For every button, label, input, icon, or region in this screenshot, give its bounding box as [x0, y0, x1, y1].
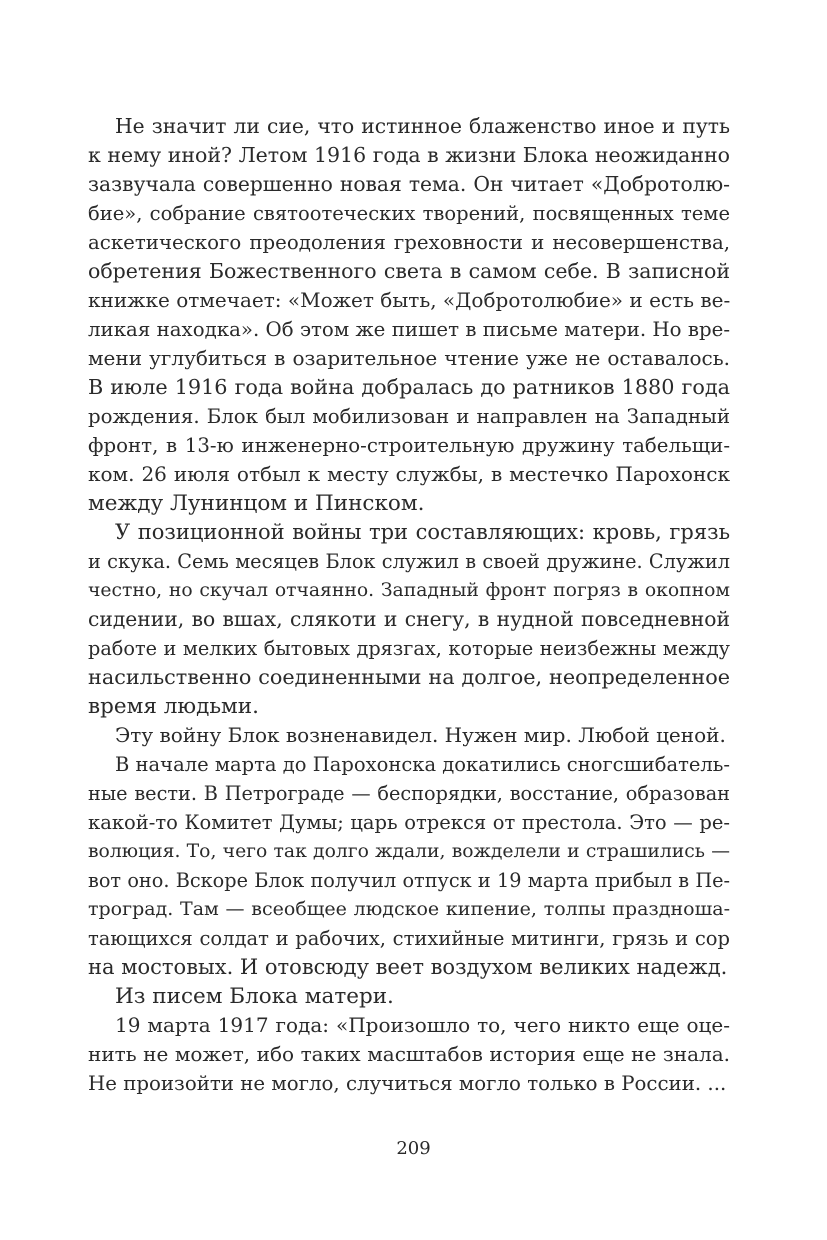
text-line: книжке отмечает: «Может быть, «Добротолюбие» и есть ве-: [88, 288, 731, 312]
text-line: ком. 26 июля отбыл к месту службы, в местечко Парохонск: [88, 462, 730, 486]
paragraph: [88, 750, 730, 982]
text-line: ные вести. В Петрограде — беспорядки, восстание, образован: [88, 782, 730, 805]
paragraph: [88, 112, 730, 518]
text-line: Не значит ли сие, что истинное блаженство иное и путь: [115, 114, 730, 138]
text-line: обретения Божественного света в самом себе. В записной: [88, 259, 730, 283]
text-line: Не произойти не могло, случиться могло только в России. ...: [88, 1072, 727, 1095]
text-line: Эту войну Блок возненавидел. Нужен мир. Любой ценой.: [115, 723, 726, 747]
paragraph: [88, 982, 730, 1011]
text-line: мени углубиться в озарительное чтение уже не оставалось.: [88, 346, 730, 370]
text-line: рождения. Блок был мобилизован и направлен на Западный: [88, 405, 730, 428]
text-line: троград. Там — всеобщее людское кипение, толпы праздноша-: [88, 898, 730, 920]
text-line: честно, но скучал отчаянно. Западный фронт погряз в окопном: [88, 580, 730, 601]
text-line: время людьми.: [88, 694, 259, 719]
text-line: бие», собрание святоотеческих творений, посвященных теме: [88, 202, 730, 225]
text-line: сидении, во вшах, слякоти и снегу, в нудной повседневной: [88, 607, 730, 631]
text-line: 19 марта 1917 года: «Произошло то, чего никто еще оце-: [115, 1013, 730, 1037]
text-line: насильственно соединенными на долгое, неопределенное: [88, 665, 730, 689]
paragraph: [88, 1011, 730, 1098]
text-line: тающихся солдат и рабочих, стихийные митинги, грязь и сор: [88, 927, 730, 950]
text-line: Из писем Блока матери.: [115, 984, 394, 1009]
text-line: аскетического преодоления греховности и несовершенства,: [88, 231, 730, 254]
text-line: У позиционной войны три составляющих: кровь, грязь: [115, 520, 730, 544]
text-line: работе и мелких бытовых дрязгах, которые неизбежны между: [88, 637, 730, 660]
page-number: 209: [396, 1138, 431, 1159]
text-line: нить не может, ибо таких масштабов история еще не знала.: [88, 1042, 730, 1066]
body-text: [88, 112, 730, 1098]
text-line: зазвучала совершенно новая тема. Он читает «Добротолю-: [88, 172, 730, 196]
text-line: и скука. Семь месяцев Блок служил в своей дружине. Служил: [88, 550, 730, 573]
text-line: фронт, в 13-ю инженерно-строительную дружину табельщи-: [88, 434, 730, 457]
text-line: В июле 1916 года война добралась до ратников 1880 года: [88, 375, 730, 399]
text-line: на мостовых. И отовсюду веет воздухом великих надежд.: [88, 955, 728, 979]
text-line: какой-то Комитет Думы; царь отрекся от престола. Это — ре-: [88, 811, 730, 834]
text-line: волюция. То, чего так долго ждали, вожделели и страшились —: [88, 841, 730, 862]
text-line: вот оно. Вскоре Блок получил отпуск и 19 марта прибыл в Пе-: [88, 869, 730, 892]
paragraph: [88, 721, 730, 750]
text-line: между Лунинцом и Пинском.: [88, 491, 425, 516]
text-line: В начале марта до Парохонска докатились сногсшибатель-: [115, 753, 730, 776]
text-line: ликая находка». Об этом же пишет в письме матери. Но вре-: [88, 318, 730, 341]
paragraph: [88, 518, 730, 721]
text-line: к нему иной? Летом 1916 года в жизни Блока неожиданно: [88, 143, 730, 167]
